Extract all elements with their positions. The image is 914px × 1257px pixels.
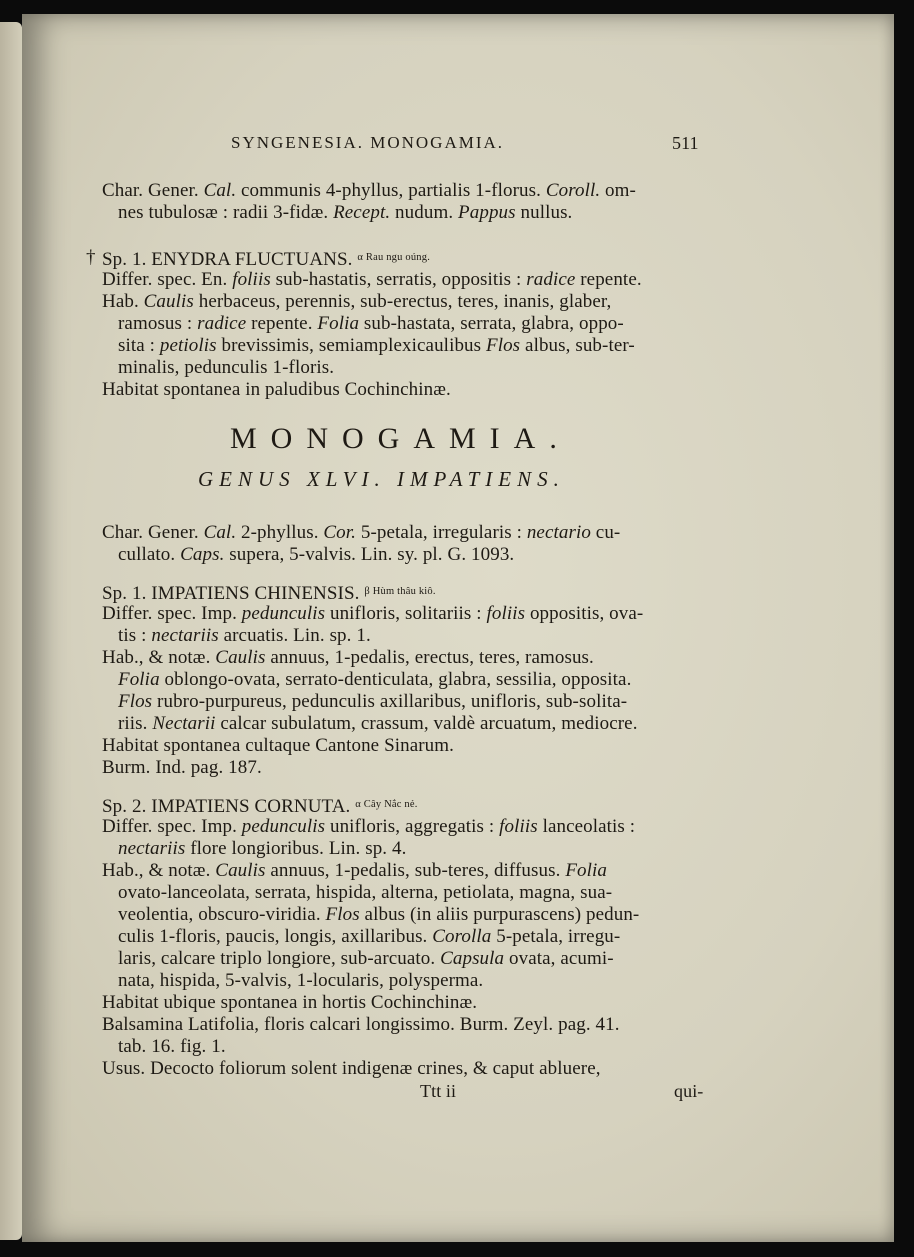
habitus-line-3: sita : petiolis brevissimis, semiamplexicaulibus Flos albus, sub-ter-: [118, 335, 635, 356]
char-gener-line-2: nes tubulosæ : radii 3-fidæ. Recept. nudum. Pappus nullus.: [118, 202, 573, 223]
habitus-line-2: Folia oblongo-ovata, serrato-denticulata, glabra, sessilia, opposita.: [118, 669, 632, 690]
habitus-line-5: laris, calcare triplo longiore, sub-arcuato. Capsula ovata, acumi-: [118, 948, 614, 969]
differentia: Differ. spec. En. foliis sub-hastatis, serratis, oppositis : radice repente.: [102, 269, 642, 290]
species-heading: Sp. 2. IMPATIENS CORNUTA. $^{\alpha Cây Nắc nẻ.}$: [102, 796, 418, 817]
species-heading: Sp. 1. IMPATIENS CHINENSIS. $^{\beta Hùm thâu kiô.}$: [102, 583, 436, 604]
genus-title: GENUS XLVI. IMPATIENS.: [198, 467, 565, 491]
signature-mark: Ttt ii: [420, 1081, 457, 1101]
habitat: Habitat ubique spontanea in hortis Cochinchinæ.: [102, 992, 478, 1013]
habitus-line-6: nata, hispida, 5-valvis, 1-locularis, polysperma.: [118, 970, 484, 991]
vernacular-name: α Rau ngu oúng.: [357, 252, 431, 263]
habitus-line-2: ramosus : radice repente. Folia sub-hastata, serrata, glabra, oppo-: [118, 313, 624, 334]
habitus-line-3: veolentia, obscuro-viridia. Flos albus (in aliis purpurascens) pedun-: [118, 904, 640, 925]
usus: Usus. Decocto foliorum solent indigenæ crines, & caput abluere,: [102, 1058, 601, 1079]
vernacular-name: β Hùm thâu kiô.: [364, 586, 436, 597]
differentia-line-2: nectariis flore longioribus. Lin. sp. 4.: [118, 838, 407, 859]
differentia-line-1: Differ. spec. Imp. pedunculis unifloris, solitariis : foliis oppositis, ova-: [102, 603, 644, 624]
habitus-line-1: Hab. Caulis herbaceus, perennis, sub-erectus, teres, inanis, glaber,: [102, 291, 612, 312]
vernacular-name: α Cây Nắc nẻ.: [355, 799, 418, 810]
char-gener-line-1: Char. Gener. Cal. communis 4-phyllus, partialis 1-florus. Coroll. om-: [102, 180, 636, 201]
genus-character-line-2: cullato. Caps. supera, 5-valvis. Lin. sy. pl. G. 1093.: [118, 544, 515, 565]
habitat: Habitat spontanea in paludibus Cochinchinæ.: [102, 379, 451, 400]
running-title: SYNGENESIA. MONOGAMIA.: [231, 133, 505, 152]
dagger-mark: †: [86, 247, 96, 268]
page-number: 511: [672, 133, 699, 153]
habitus-line-4: culis 1-floris, paucis, longis, axillaribus. Corolla 5-petala, irregu-: [118, 926, 621, 947]
habitus-line-3: Flos rubro-purpureus, pedunculis axillaribus, unifloris, sub-solita-: [118, 691, 628, 712]
species-heading: Sp. 1. ENYDRA FLUCTUANS. $^{\alpha Rau ngu oúng.}$: [102, 249, 431, 270]
habitus-line-4: riis. Nectarii calcar subulatum, crassum, valdè arcuatum, mediocre.: [118, 713, 638, 734]
habitus-line-2: ovato-lanceolata, serrata, hispida, alterna, petiolata, magna, sua-: [118, 882, 613, 903]
synonym-line-1: Balsamina Latifolia, floris calcari longissimo. Burm. Zeyl. pag. 41.: [102, 1014, 620, 1035]
facing-page-edge: [0, 22, 22, 1240]
differentia-line-1: Differ. spec. Imp. pedunculis unifloris, aggregatis : foliis lanceolatis :: [102, 816, 636, 837]
habitus-line-4: minalis, pedunculis 1-floris.: [118, 357, 335, 378]
habitus-line-1: Hab., & notæ. Caulis annuus, 1-pedalis, sub-teres, diffusus. Folia: [102, 860, 607, 881]
genus-character-line-1: Char. Gener. Cal. 2-phyllus. Cor. 5-petala, irregularis : nectario cu-: [102, 522, 621, 543]
synonym-line-2: tab. 16. fig. 1.: [118, 1036, 226, 1057]
habitus-line-1: Hab., & notæ. Caulis annuus, 1-pedalis, erectus, teres, ramosus.: [102, 647, 594, 668]
section-title: MONOGAMIA.: [230, 422, 571, 455]
differentia-line-2: tis : nectariis arcuatis. Lin. sp. 1.: [118, 625, 371, 646]
catchword: qui-: [674, 1081, 704, 1101]
book-page: [22, 14, 894, 1242]
habitat: Habitat spontanea cultaque Cantone Sinarum.: [102, 735, 455, 756]
reference: Burm. Ind. pag. 187.: [102, 757, 262, 778]
